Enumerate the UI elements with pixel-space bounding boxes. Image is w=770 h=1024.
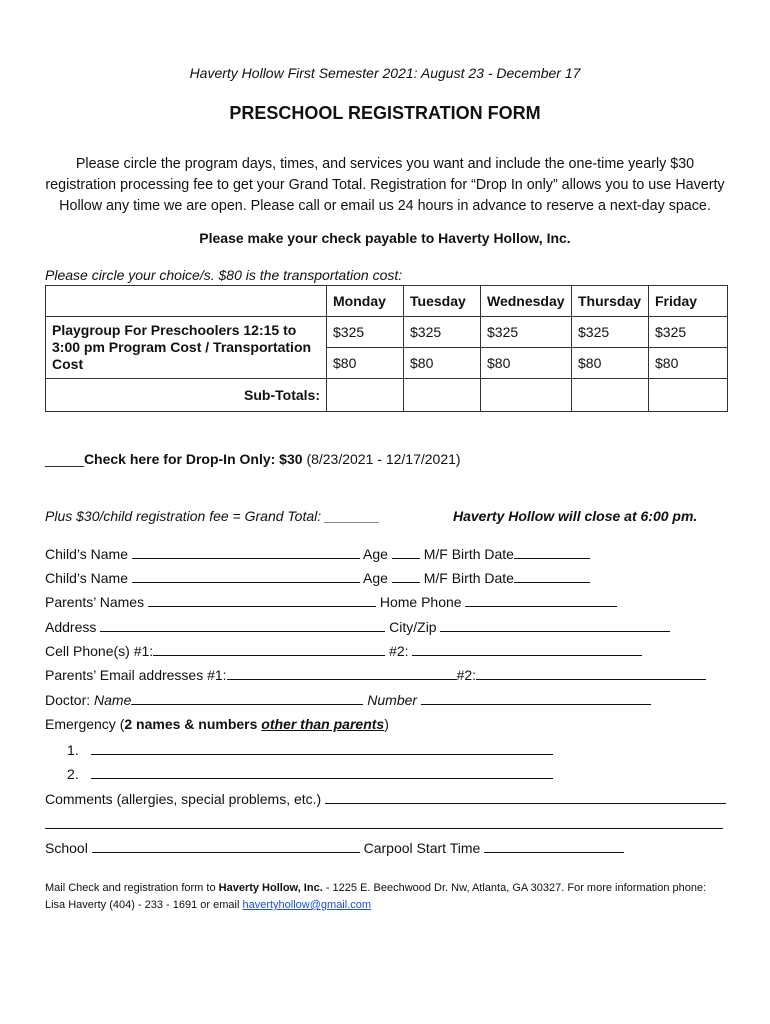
cell-phone-1-field[interactable]: [153, 642, 385, 656]
intro-paragraph: Please circle the program days, times, and services you want and include the one-time yearly $30 registration processing fee to get your Grand Total. Registration for “Drop In only” allows you to use Haverty Hollow any time we are open. Please call or email us 24 hours in advance to reserve a next-day space.: [45, 156, 725, 214]
day-friday: Friday: [649, 286, 728, 317]
carpool-field[interactable]: [484, 839, 624, 853]
footer-mailing-info: [45, 880, 725, 914]
cost-friday[interactable]: $325: [649, 317, 728, 348]
schedule-header-row: [46, 286, 728, 317]
emergency-number-2: 2.: [67, 766, 79, 782]
birth-date-label: Birth Date: [451, 546, 514, 562]
birth-date-field[interactable]: [514, 545, 590, 559]
cell-phone-label: Cell Phone(s) #1:: [45, 643, 154, 659]
emergency-emphasis: other than parents: [261, 716, 385, 732]
cost-monday[interactable]: $325: [327, 317, 404, 348]
subtotal-tuesday[interactable]: [404, 379, 481, 412]
grand-total-line[interactable]: Plus $30/child registration fee = Grand Total: _______: [45, 508, 380, 524]
payable-note: Please make your check payable to Haverty Hollow, Inc.: [199, 230, 571, 246]
cost-thursday[interactable]: $325: [572, 317, 649, 348]
emergency-number-1: 1.: [67, 742, 79, 758]
child-name-field[interactable]: [132, 569, 360, 583]
emergency-row: [45, 716, 389, 732]
home-phone-label: Home Phone: [379, 594, 462, 610]
age-field[interactable]: [392, 545, 420, 559]
dropin-dates: (8/23/2021 - 12/17/2021): [306, 451, 461, 467]
footer-text-1: Mail Check and registration form to: [45, 882, 219, 894]
age-field[interactable]: [392, 569, 420, 583]
child-name-row-1: [45, 545, 590, 562]
closing-time-note: Haverty Hollow will close at 6:00 pm.: [453, 508, 698, 524]
doctor-label: Doctor:: [45, 692, 91, 708]
doctor-number-field[interactable]: [421, 691, 651, 705]
subtotal-wednesday[interactable]: [481, 379, 572, 412]
birth-date-label: Birth Date: [451, 570, 514, 586]
transport-friday[interactable]: $80: [649, 348, 728, 379]
schedule-corner-cell: [46, 286, 327, 317]
school-row: [45, 839, 624, 856]
day-wednesday: Wednesday: [481, 286, 572, 317]
dropin-label: Check here for Drop-In Only: $30: [83, 451, 303, 467]
address-field[interactable]: [100, 618, 385, 632]
cell-phone-2-field[interactable]: [412, 642, 642, 656]
city-zip-label: City/Zip: [389, 619, 437, 635]
address-label: Address: [45, 619, 97, 635]
semester-heading: Haverty Hollow First Semester 2021: August 23 - December 17: [189, 65, 581, 81]
email-1-field[interactable]: [227, 666, 457, 680]
doctor-number-label: Number: [367, 692, 418, 708]
footer-email-link[interactable]: havertyhollow@gmail.com: [242, 899, 372, 911]
emergency-contact-1: [67, 741, 553, 758]
parents-email-label: Parents’ Email addresses #1:: [45, 667, 227, 683]
child-name-row-2: [45, 569, 590, 586]
child-name-field[interactable]: [132, 545, 360, 559]
comments-field[interactable]: [325, 790, 726, 804]
emergency-suffix: ): [384, 716, 389, 732]
child-name-label: Child’s Name: [45, 570, 128, 586]
city-zip-field[interactable]: [440, 618, 670, 632]
comments-field-line-2[interactable]: [45, 828, 723, 829]
schedule-cost-row: [46, 317, 728, 348]
day-tuesday: Tuesday: [404, 286, 481, 317]
carpool-label: Carpool Start Time: [363, 840, 481, 856]
doctor-row: [45, 691, 651, 708]
parents-row: [45, 593, 617, 610]
subtotal-thursday[interactable]: [572, 379, 649, 412]
dropin-line: [45, 451, 461, 467]
address-row: [45, 618, 670, 635]
day-monday: Monday: [327, 286, 404, 317]
age-label: Age: [363, 570, 388, 586]
comments-row: [45, 790, 726, 807]
subtotal-monday[interactable]: [327, 379, 404, 412]
subtotals-label: Sub-Totals:: [46, 379, 327, 412]
cell-phone-row: [45, 642, 642, 659]
cost-tuesday[interactable]: $325: [404, 317, 481, 348]
subtotal-friday[interactable]: [649, 379, 728, 412]
transport-monday[interactable]: $80: [327, 348, 404, 379]
email-2-label: #2:: [456, 667, 477, 683]
emergency-contact-1-field[interactable]: [91, 741, 553, 755]
email-row: [45, 666, 706, 683]
circle-choice-note: Please circle your choice/s. $80 is the transportation cost:: [45, 267, 403, 283]
dropin-check-blank[interactable]: _____: [45, 451, 84, 467]
school-field[interactable]: [92, 839, 360, 853]
program-description: Playgroup For Preschoolers 12:15 to 3:00 pm Program Cost / Transportation Cost: [46, 317, 327, 379]
form-title: PRESCHOOL REGISTRATION FORM: [229, 103, 541, 123]
day-thursday: Thursday: [572, 286, 649, 317]
age-label: Age: [363, 546, 388, 562]
schedule-subtotal-row: [46, 379, 728, 412]
home-phone-field[interactable]: [465, 593, 617, 607]
doctor-name-label: Name: [94, 692, 132, 708]
emergency-bold-text: 2 names & numbers: [124, 716, 262, 732]
footer-text-2: - 1225 E. Beechwood Dr. Nw, Atlanta, GA 30327. For more information phone: Lisa Haverty (404) - 233 - 1691 or email: [45, 882, 707, 911]
child-name-label: Child’s Name: [45, 546, 128, 562]
mf-label: M/F: [423, 546, 448, 562]
parents-names-label: Parents’ Names: [45, 594, 145, 610]
mf-label: M/F: [423, 570, 448, 586]
transport-thursday[interactable]: $80: [572, 348, 649, 379]
parents-names-field[interactable]: [148, 593, 376, 607]
cell-phone-2-label: #2:: [389, 643, 409, 659]
school-label: School: [45, 840, 88, 856]
schedule-table: [45, 285, 728, 412]
transport-wednesday[interactable]: $80: [481, 348, 572, 379]
doctor-name-field[interactable]: [131, 691, 363, 705]
email-2-field[interactable]: [476, 666, 706, 680]
birth-date-field[interactable]: [514, 569, 590, 583]
emergency-prefix: Emergency (: [45, 716, 125, 732]
footer-org-name: Haverty Hollow, Inc.: [218, 882, 323, 894]
emergency-contact-2-field[interactable]: [91, 765, 553, 779]
comments-label: Comments (allergies, special problems, etc.): [45, 791, 322, 807]
emergency-contact-2: [67, 765, 553, 782]
cost-wednesday[interactable]: $325: [481, 317, 572, 348]
transport-tuesday[interactable]: $80: [404, 348, 481, 379]
